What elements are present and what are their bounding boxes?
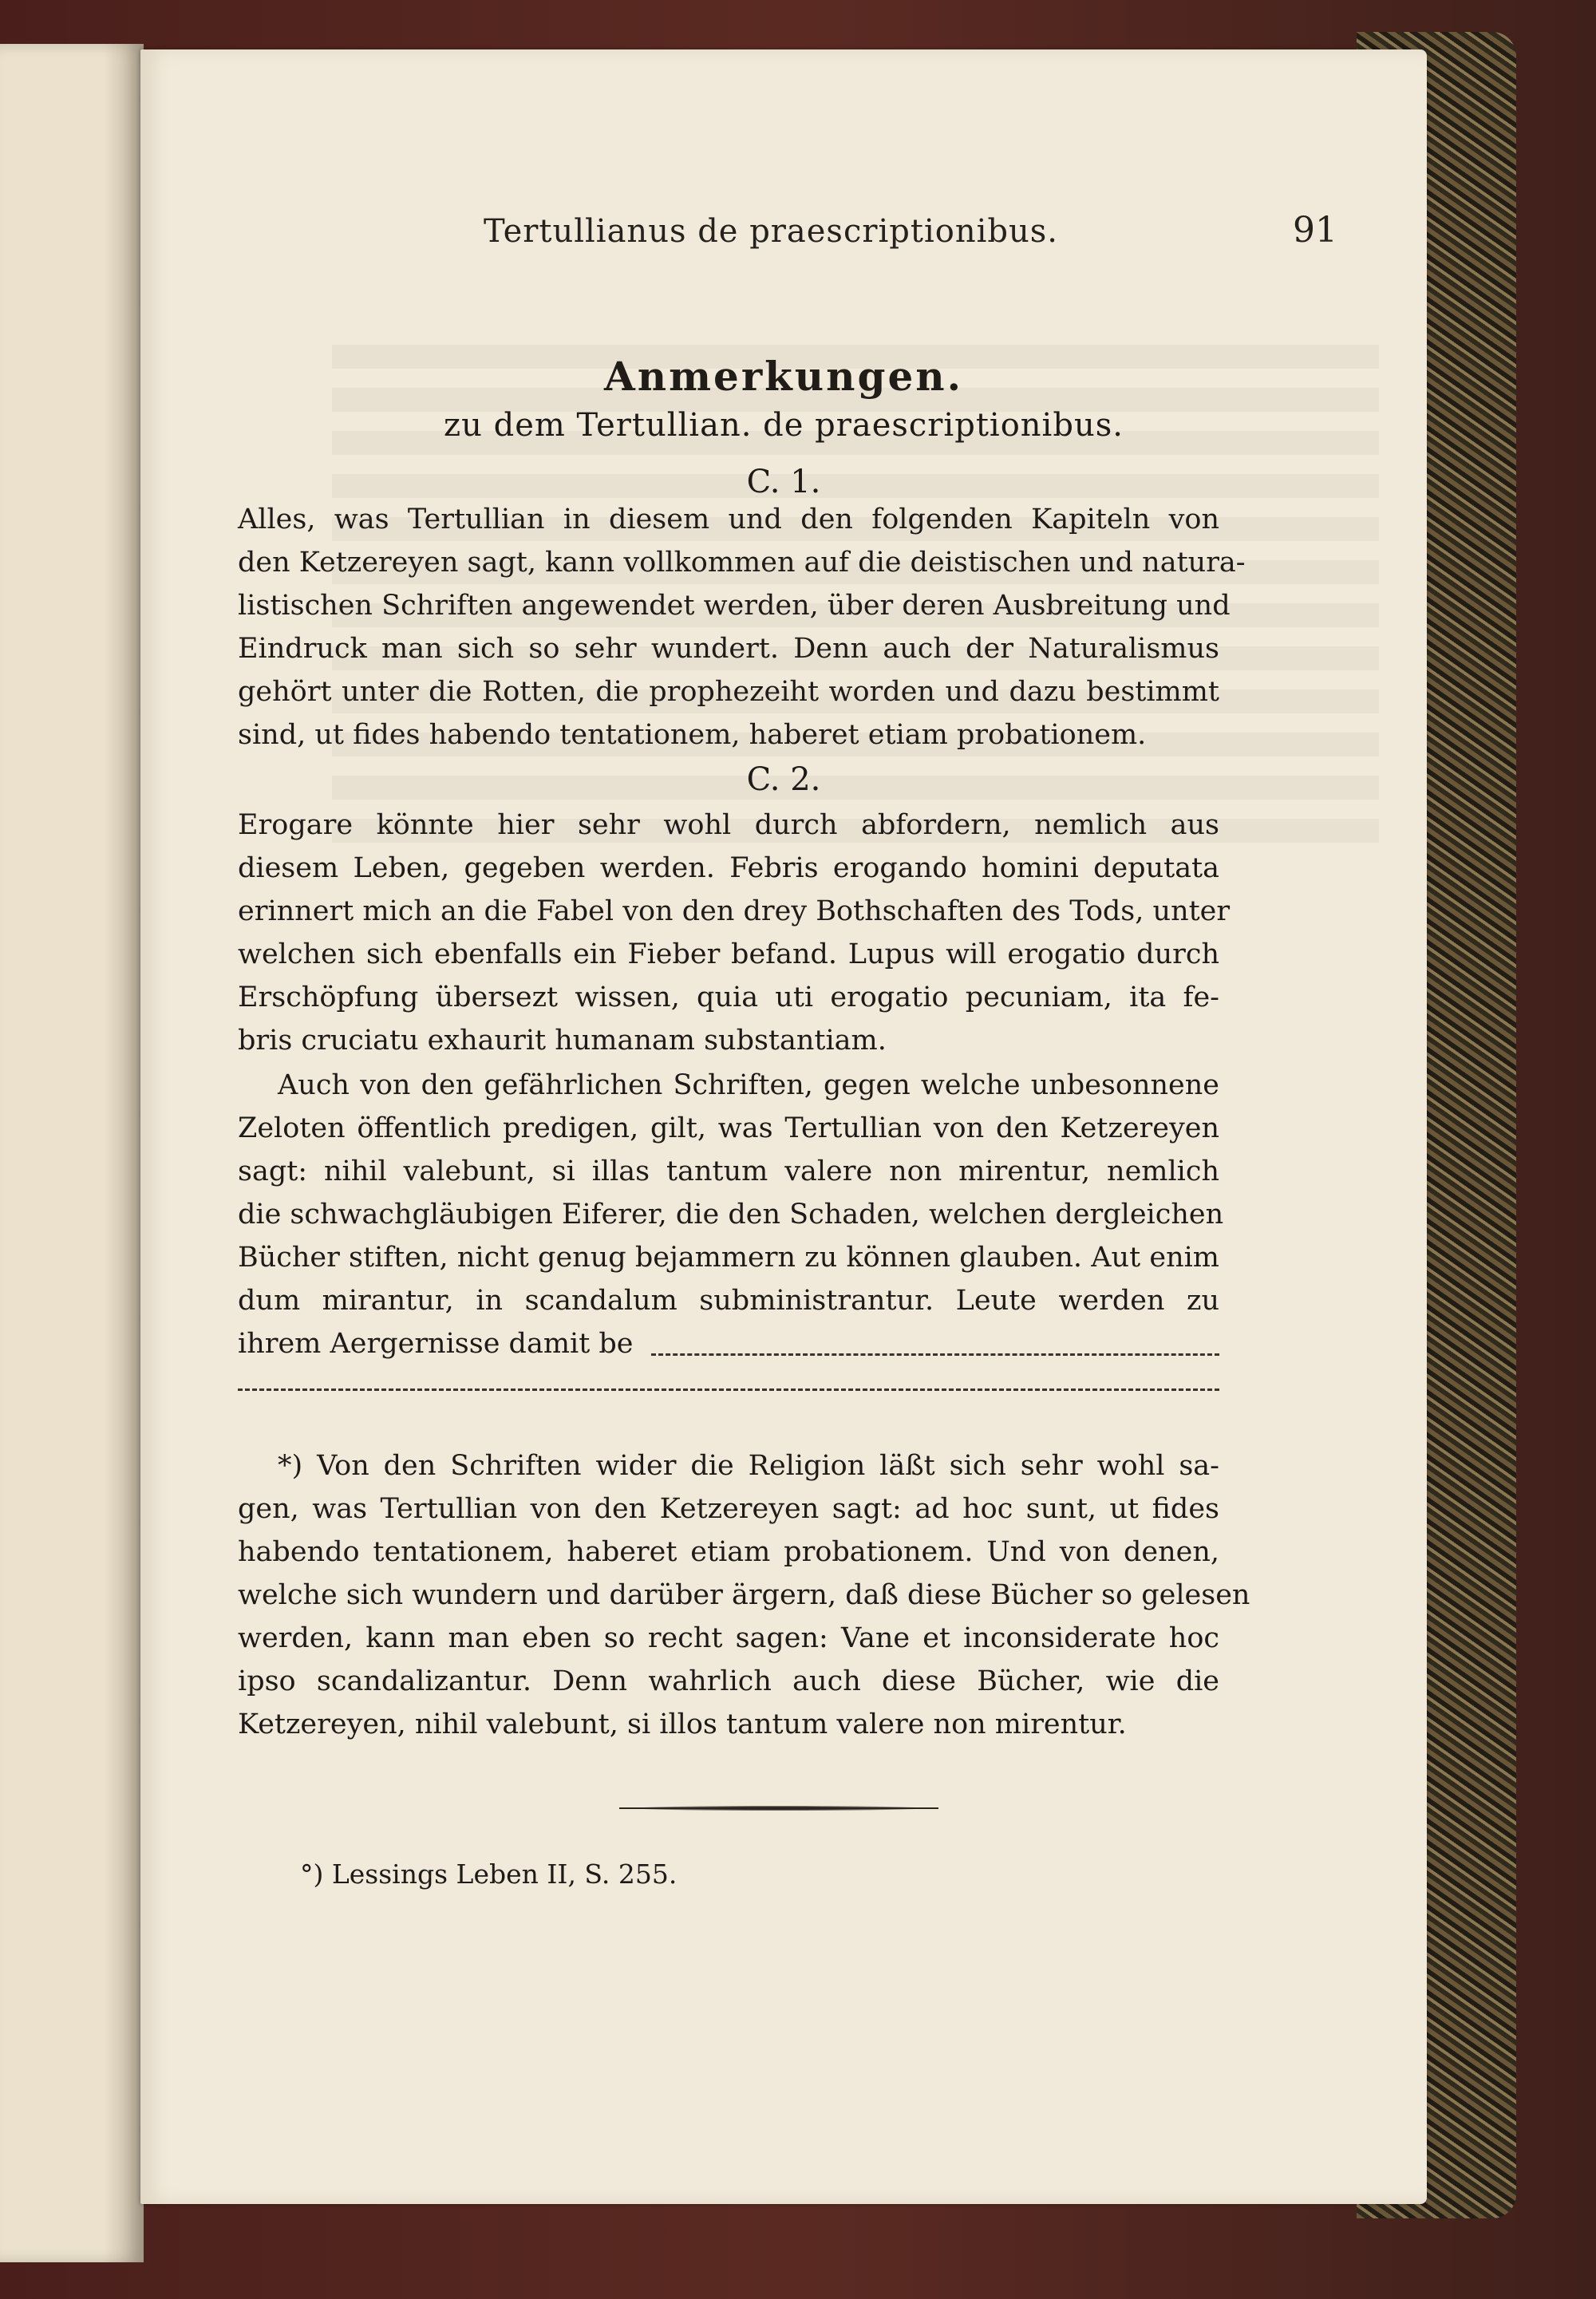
text-line: Erschöpfung übersezt wissen, quia uti erogatio pecuniam, ita fe- <box>238 982 1219 1013</box>
book-page <box>140 49 1427 2204</box>
subheading: zu dem Tertullian. de praescriptionibus. <box>444 407 1124 444</box>
page-number: 91 <box>1293 210 1337 251</box>
heading: Anmerkungen. <box>603 353 964 400</box>
text-line: den Ketzereyen sagt, kann vollkommen auf die deistischen und natura- <box>238 547 1246 579</box>
text-line: Ketzereyen, nihil valebunt, si illos tantum valere non mirentur. <box>238 1708 1127 1740</box>
text-line: ihrem Aergernisse damit be <box>238 1328 634 1360</box>
text-line: welche sich wundern und darüber ärgern, daß diese Bücher so gelesen <box>238 1579 1250 1611</box>
text-line: werden, kann man eben so recht sagen: Vane et inconsiderate hoc <box>238 1622 1219 1654</box>
text-line: Erogare könnte hier sehr wohl durch abfordern, nemlich aus <box>238 809 1219 841</box>
text-line: Bücher stiften, nicht genug bejammern zu können glauben. Aut enim <box>238 1242 1219 1274</box>
text-line: gen, was Tertullian von den Ketzereyen sagt: ad hoc sunt, ut fides <box>238 1493 1219 1525</box>
censored-dashes <box>238 1365 1219 1391</box>
text-line: *) Von den Schriften wider die Religion läßt sich sehr wohl sa- <box>278 1450 1219 1482</box>
text-line: habendo tentationem, haberet etiam probationem. Und von denen, <box>238 1536 1219 1568</box>
text-line: erinnert mich an die Fabel von den drey Bothschaften des Tods, unter <box>238 895 1231 927</box>
section-label-c1: C. 1. <box>746 464 821 500</box>
text-line: die schwachgläubigen Eiferer, die den Schaden, welchen dergleichen <box>238 1199 1224 1230</box>
text-line: diesem Leben, gegeben werden. Febris erogando homini deputata <box>238 852 1219 884</box>
text-line: welchen sich ebenfalls ein Fieber befand. Lupus will erogatio durch <box>238 938 1219 970</box>
footnote-divider-ornament <box>635 1806 922 1811</box>
footnote: °) Lessings Leben II, S. 255. <box>300 1859 678 1890</box>
censored-dashes <box>651 1329 1219 1356</box>
running-title: Tertullianus de praescriptionibus. <box>484 213 1058 250</box>
running-head <box>484 205 1337 261</box>
text-line: Auch von den gefährlichen Schriften, gegen welche unbesonnene <box>278 1069 1219 1101</box>
text-line: bris cruciatu exhaurit humanam substantiam. <box>238 1025 887 1057</box>
text-line: sagt: nihil valebunt, si illas tantum valere non mirentur, nemlich <box>238 1155 1219 1187</box>
text-line: Alles, was Tertullian in diesem und den folgenden Kapiteln von <box>238 504 1219 535</box>
text-line: Zeloten öffentlich predigen, gilt, was Tertullian von den Ketzereyen <box>238 1112 1219 1144</box>
text-line: gehört unter die Rotten, die prophezeiht worden und dazu bestimmt <box>238 676 1219 708</box>
text-line: listischen Schriften angewendet werden, über deren Ausbreitung und <box>238 590 1231 622</box>
text-line: Eindruck man sich so sehr wundert. Denn auch der Naturalismus <box>238 633 1219 665</box>
section-label-c2: C. 2. <box>746 761 821 798</box>
gutter-shadow <box>104 44 144 2262</box>
text-line: ipso scandalizantur. Denn wahrlich auch diese Bücher, wie die <box>238 1665 1219 1697</box>
text-line: dum mirantur, in scandalum subministrantur. Leute werden zu <box>238 1285 1219 1317</box>
text-line: sind, ut fides habendo tentationem, haberet etiam probationem. <box>238 719 1147 751</box>
